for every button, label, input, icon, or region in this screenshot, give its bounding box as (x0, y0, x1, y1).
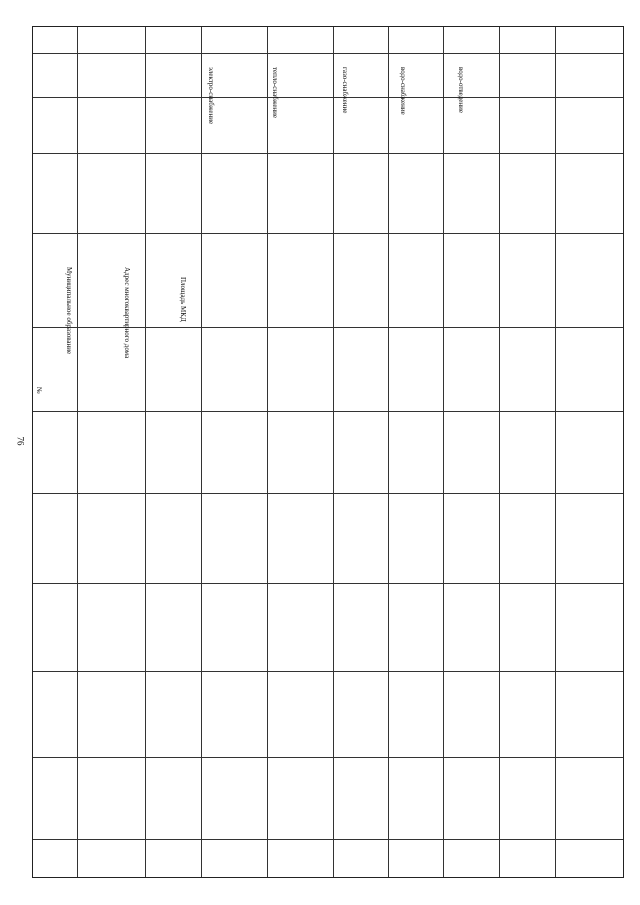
header-area: Площадь МКД (179, 277, 187, 322)
rotated-table (32, 26, 624, 878)
header-gas: газо-снабжение (341, 67, 349, 114)
header-electric: электро-снабжение (207, 67, 215, 125)
header-sewer: водо-отведение (457, 67, 465, 113)
page-number: 76 (15, 436, 26, 446)
header-heat: тепло-снабжение (271, 67, 279, 119)
header-water: водо-снабжение (399, 67, 407, 115)
header-address: Адрес многоквартирного дома (123, 267, 131, 359)
header-municipality: Муниципальное образование (65, 267, 73, 355)
header-number: № (35, 387, 43, 394)
